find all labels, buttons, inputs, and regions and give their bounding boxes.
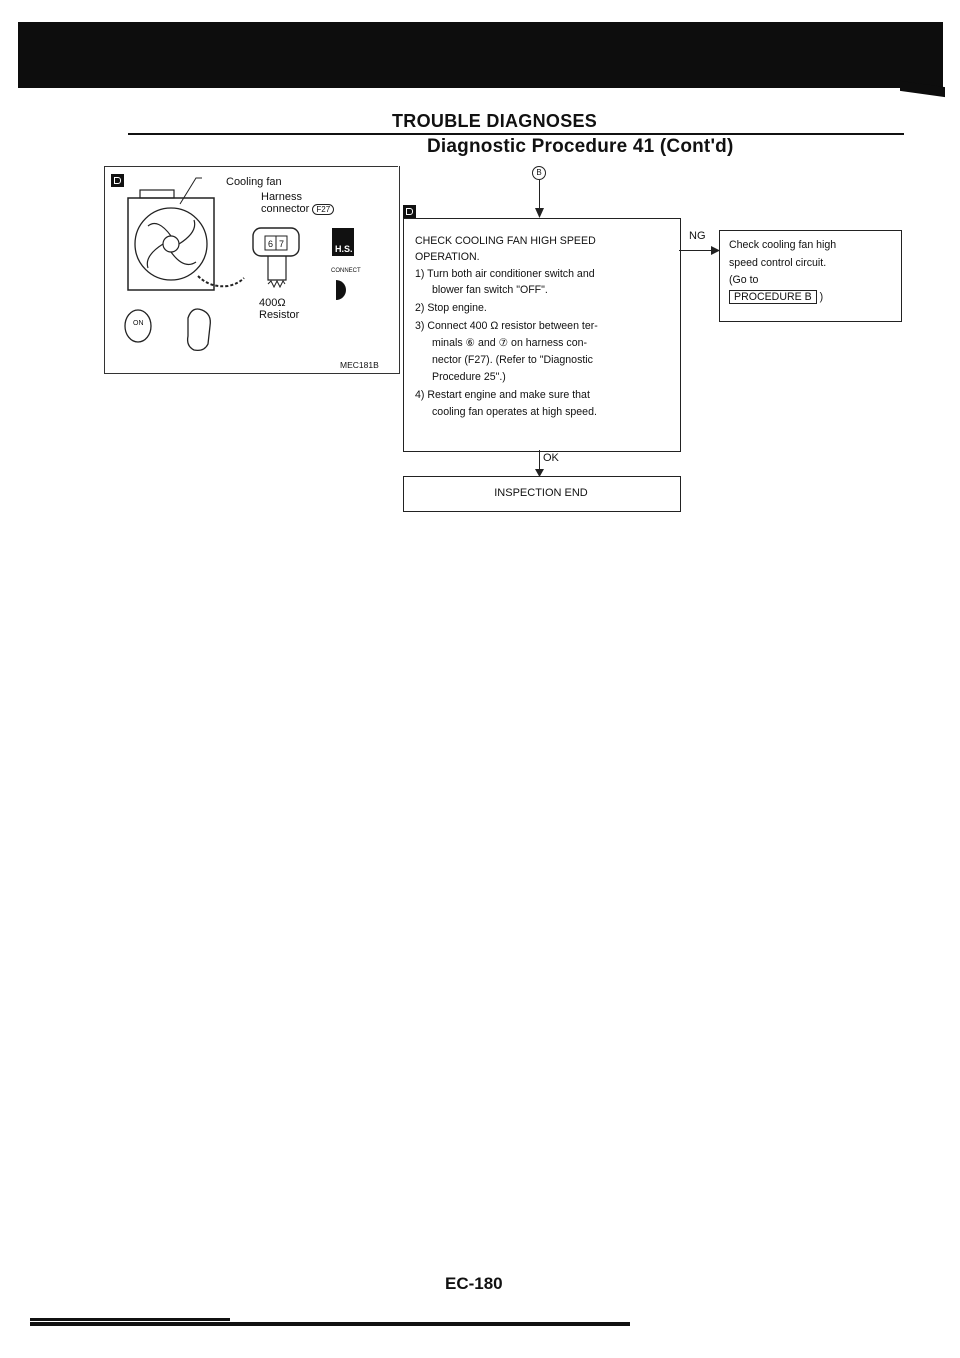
- ng-label: NG: [689, 230, 706, 242]
- footer-rule: [30, 1322, 630, 1326]
- hand-switch-icon: [188, 309, 211, 350]
- resistor-lead-shape: [268, 256, 286, 280]
- label-cooling-fan: Cooling fan: [226, 176, 282, 188]
- ng-procedure-ref: PROCEDURE B ): [729, 290, 823, 306]
- fan-housing-shape: [128, 198, 214, 290]
- pin-label-6: 6: [268, 239, 274, 249]
- entry-arrow-icon: [535, 208, 544, 218]
- title-rule: [128, 133, 904, 135]
- check-step-title-2: OPERATION.: [415, 251, 480, 263]
- label-resistor: Resistor: [259, 309, 300, 321]
- check-step-line-2: blower fan switch "OFF".: [432, 284, 548, 296]
- resistor-zigzag-shape: [268, 281, 285, 287]
- page-number: EC-180: [445, 1274, 503, 1293]
- connect-plug-icon: [336, 280, 346, 300]
- fan-hub-shape: [163, 236, 179, 252]
- inspection-end-label: INSPECTION END: [494, 487, 588, 499]
- label-connector: connector F27: [261, 203, 334, 215]
- label-resistor-value: 400Ω: [259, 297, 286, 309]
- fan-blade-shapes: [147, 220, 196, 268]
- page-subtitle: Diagnostic Procedure 41 (Cont'd): [427, 136, 734, 157]
- label-harness: Harness: [261, 191, 302, 203]
- fan-bracket-shape: [140, 190, 174, 198]
- check-step-title-1: CHECK COOLING FAN HIGH SPEED: [415, 235, 596, 247]
- connect-label: CONNECT: [331, 268, 361, 274]
- ng-line-2: speed control circuit.: [729, 257, 827, 269]
- entry-marker-b: B: [532, 166, 546, 180]
- label-on: ON: [133, 320, 144, 327]
- procedure-b-badge: PROCEDURE B: [729, 290, 817, 304]
- check-step-line-1: 1) Turn both air conditioner switch and: [415, 268, 595, 280]
- check-step-line-4: 3) Connect 400 Ω resistor between ter-: [415, 320, 598, 332]
- check-step-line-5: minals ⑥ and ⑦ on harness con-: [432, 337, 588, 349]
- figure-id: MEC181B: [340, 360, 379, 370]
- ok-label: OK: [543, 452, 559, 464]
- check-step-line-6: nector (F27). (Refer to "Diagnostic: [432, 354, 593, 366]
- ng-line-3: (Go to: [729, 274, 759, 286]
- pin-label-7: 7: [279, 239, 285, 249]
- fan-shroud-shape: [135, 208, 207, 280]
- harness-wire-shape: [198, 276, 244, 286]
- hs-label: H.S.: [335, 244, 353, 254]
- illustration-top-border: [104, 166, 398, 167]
- ng-connector-line: [679, 250, 713, 251]
- check-step-line-3: 2) Stop engine.: [415, 302, 487, 314]
- check-step-line-7: Procedure 25".): [432, 371, 506, 383]
- footer-rule-thick: [30, 1318, 230, 1321]
- check-step-line-8: 4) Restart engine and make sure that: [415, 389, 590, 401]
- fan-pointer-line: [180, 178, 202, 204]
- connector-code-badge: F27: [312, 204, 334, 215]
- ng-line-1: Check cooling fan high: [729, 239, 837, 251]
- flow-diagnosis-d-icon: [403, 205, 416, 218]
- section-title: TROUBLE DIAGNOSES: [392, 111, 598, 131]
- check-step-line-9: cooling fan operates at high speed.: [432, 406, 597, 418]
- header-band: [18, 22, 943, 88]
